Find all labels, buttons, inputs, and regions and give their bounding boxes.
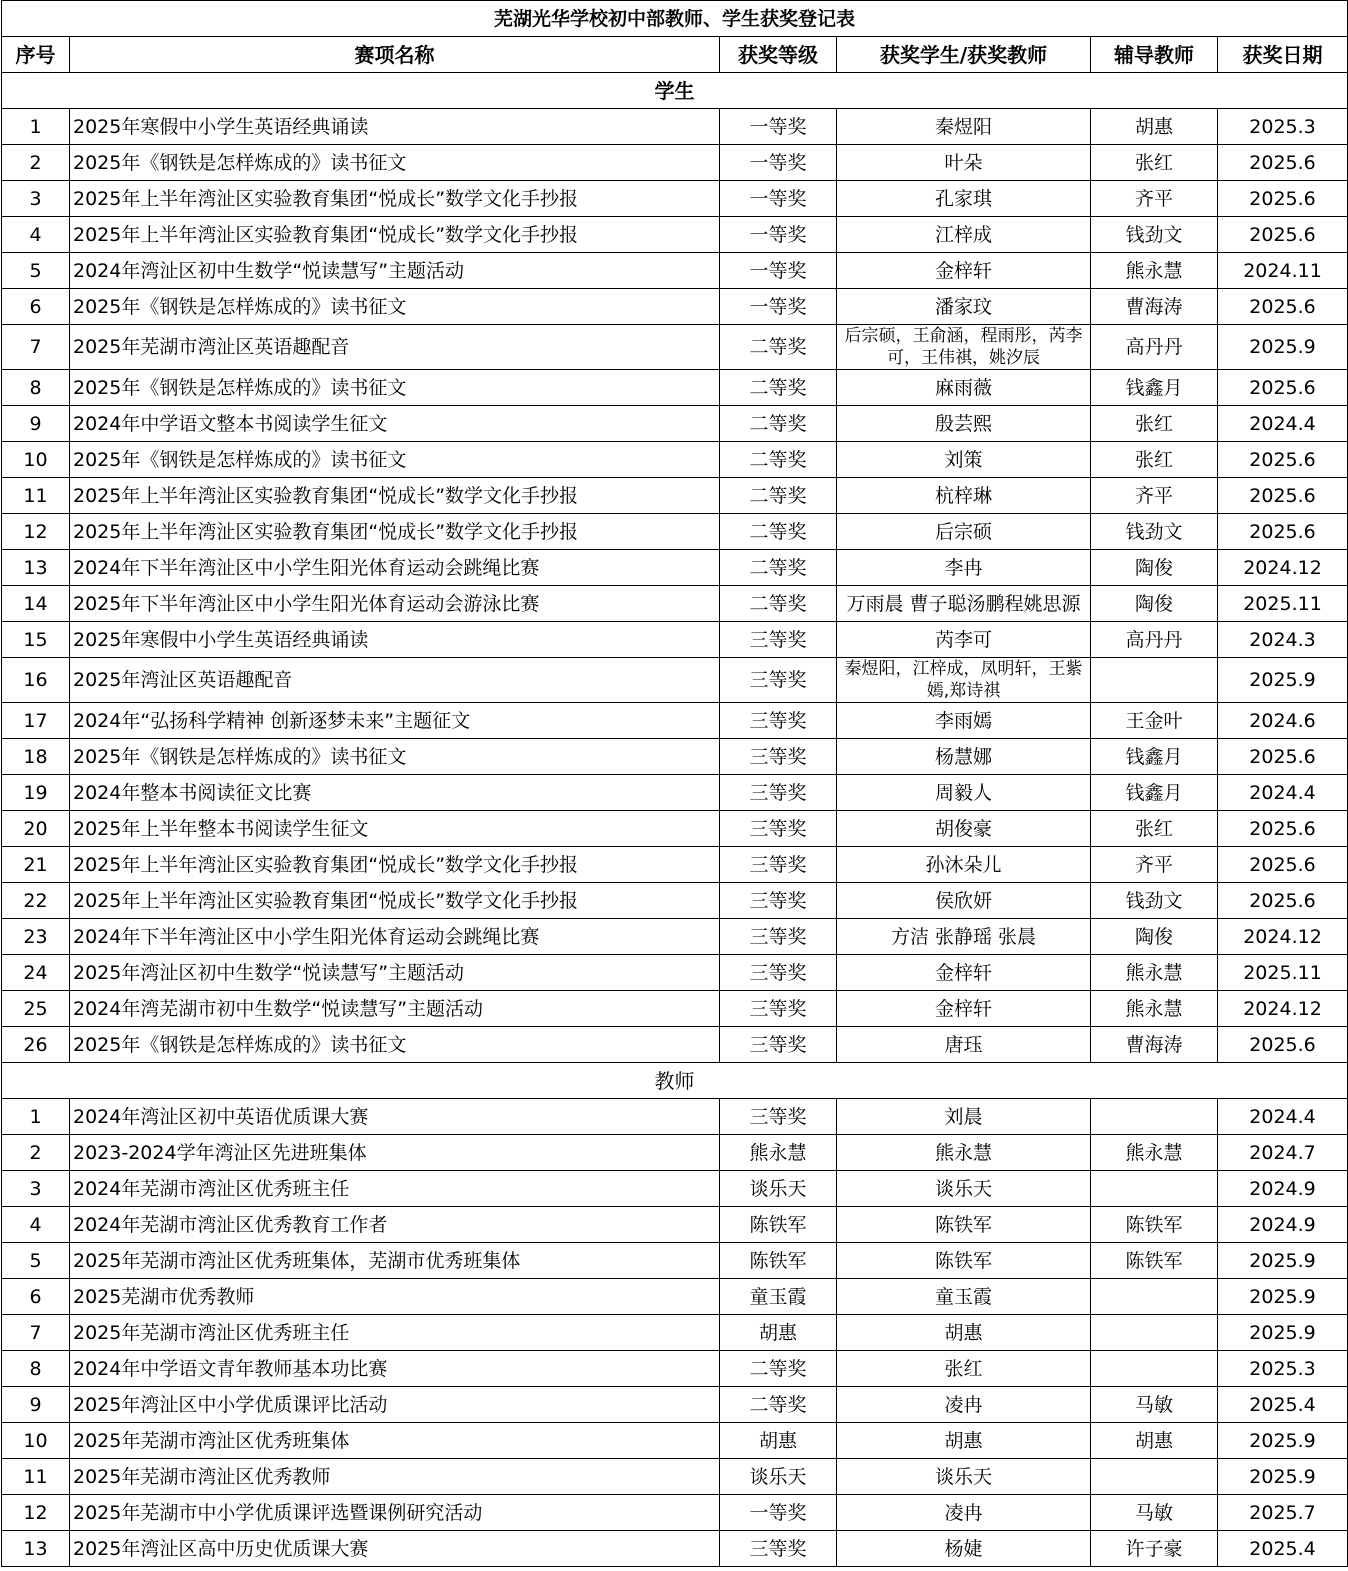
table-row <box>2 181 1348 217</box>
cell-event-name: 2025年上半年湾沚区实验教育集团“悦成长”数学文化手抄报 <box>70 217 720 253</box>
cell-winner: 秦煜阳 <box>837 109 1091 145</box>
cell-award-date: 2024.9 <box>1218 1171 1348 1207</box>
cell-winner: 胡惠 <box>837 1423 1091 1459</box>
cell-tutor: 钱劲文 <box>1091 883 1218 919</box>
cell-tutor: 熊永慧 <box>1091 955 1218 991</box>
cell-award-level: 二等奖 <box>720 514 837 550</box>
cell-event-name: 2025年芜湖市中小学优质课评选暨课例研究活动 <box>70 1495 720 1531</box>
cell-winner: 秦煜阳，江梓成，凤明轩，王紫嫣,郑诗祺 <box>837 658 1091 703</box>
cell-index: 6 <box>2 1279 70 1315</box>
cell-index: 3 <box>2 1171 70 1207</box>
cell-event-name: 2023-2024学年湾沚区先进班集体 <box>70 1135 720 1171</box>
table-row <box>2 586 1348 622</box>
table-row <box>2 1495 1348 1531</box>
cell-award-level: 二等奖 <box>720 370 837 406</box>
cell-award-level: 陈铁军 <box>720 1207 837 1243</box>
cell-tutor: 张红 <box>1091 145 1218 181</box>
cell-award-level: 三等奖 <box>720 658 837 703</box>
table-row <box>2 1243 1348 1279</box>
cell-tutor: 高丹丹 <box>1091 325 1218 370</box>
cell-index: 10 <box>2 442 70 478</box>
cell-tutor: 陶俊 <box>1091 919 1218 955</box>
cell-event-name: 2025年《钢铁是怎样炼成的》读书征文 <box>70 1027 720 1063</box>
cell-tutor <box>1091 658 1218 703</box>
table-row <box>2 253 1348 289</box>
cell-tutor: 曹海涛 <box>1091 289 1218 325</box>
table-title: 芜湖光华学校初中部教师、学生获奖登记表 <box>2 1 1348 37</box>
cell-award-level: 胡惠 <box>720 1315 837 1351</box>
cell-tutor: 钱鑫月 <box>1091 739 1218 775</box>
table-row <box>2 1027 1348 1063</box>
cell-index: 8 <box>2 1351 70 1387</box>
cell-winner: 方洁 张静瑶 张晨 <box>837 919 1091 955</box>
cell-index: 8 <box>2 370 70 406</box>
cell-event-name: 2025年下半年湾沚区中小学生阳光体育运动会游泳比赛 <box>70 586 720 622</box>
cell-index: 1 <box>2 1099 70 1135</box>
table-title-row <box>2 1 1348 37</box>
table-row <box>2 1099 1348 1135</box>
cell-tutor <box>1091 1315 1218 1351</box>
cell-event-name: 2024年湾沚区初中生数学“悦读慧写”主题活动 <box>70 253 720 289</box>
cell-index: 4 <box>2 217 70 253</box>
cell-winner: 侯欣妍 <box>837 883 1091 919</box>
cell-award-date: 2024.12 <box>1218 550 1348 586</box>
cell-index: 23 <box>2 919 70 955</box>
cell-tutor <box>1091 1099 1218 1135</box>
cell-winner: 凌冉 <box>837 1387 1091 1423</box>
cell-award-level: 谈乐天 <box>720 1171 837 1207</box>
table-row <box>2 1423 1348 1459</box>
cell-award-level: 二等奖 <box>720 550 837 586</box>
cell-index: 11 <box>2 1459 70 1495</box>
cell-tutor: 熊永慧 <box>1091 991 1218 1027</box>
cell-index: 13 <box>2 1531 70 1567</box>
table-row <box>2 478 1348 514</box>
cell-tutor: 熊永慧 <box>1091 1135 1218 1171</box>
cell-award-level: 一等奖 <box>720 217 837 253</box>
cell-event-name: 2025年芜湖市湾沚区优秀班集体 <box>70 1423 720 1459</box>
table-row <box>2 1351 1348 1387</box>
cell-award-date: 2025.3 <box>1218 109 1348 145</box>
table-row <box>2 1387 1348 1423</box>
cell-index: 5 <box>2 1243 70 1279</box>
cell-award-level: 一等奖 <box>720 253 837 289</box>
cell-tutor: 钱劲文 <box>1091 514 1218 550</box>
table-row <box>2 406 1348 442</box>
cell-award-date: 2024.4 <box>1218 1099 1348 1135</box>
cell-winner: 刘晨 <box>837 1099 1091 1135</box>
cell-event-name: 2025年《钢铁是怎样炼成的》读书征文 <box>70 739 720 775</box>
cell-winner: 孔家琪 <box>837 181 1091 217</box>
cell-event-name: 2024年中学语文青年教师基本功比赛 <box>70 1351 720 1387</box>
cell-award-level: 一等奖 <box>720 1495 837 1531</box>
cell-tutor: 张红 <box>1091 811 1218 847</box>
cell-winner: 后宗硕 <box>837 514 1091 550</box>
cell-event-name: 2025年上半年湾沚区实验教育集团“悦成长”数学文化手抄报 <box>70 478 720 514</box>
cell-winner: 金梓轩 <box>837 955 1091 991</box>
cell-index: 22 <box>2 883 70 919</box>
cell-event-name: 2024年下半年湾沚区中小学生阳光体育运动会跳绳比赛 <box>70 550 720 586</box>
cell-award-date: 2025.9 <box>1218 1459 1348 1495</box>
cell-event-name: 2025年湾沚区初中生数学“悦读慧写”主题活动 <box>70 955 720 991</box>
cell-award-date: 2025.6 <box>1218 739 1348 775</box>
cell-award-level: 二等奖 <box>720 1387 837 1423</box>
cell-award-level: 三等奖 <box>720 955 837 991</box>
cell-award-date: 2025.9 <box>1218 1315 1348 1351</box>
cell-event-name: 2025年上半年整本书阅读学生征文 <box>70 811 720 847</box>
cell-award-date: 2025.6 <box>1218 514 1348 550</box>
cell-winner: 后宗硕，王俞涵，程雨彤，芮李可，王伟祺，姚汐辰 <box>837 325 1091 370</box>
cell-index: 3 <box>2 181 70 217</box>
cell-tutor <box>1091 1459 1218 1495</box>
cell-event-name: 2024年“弘扬科学精神 创新逐梦未来”主题征文 <box>70 703 720 739</box>
cell-winner: 潘家玟 <box>837 289 1091 325</box>
cell-award-level: 三等奖 <box>720 991 837 1027</box>
cell-index: 9 <box>2 406 70 442</box>
cell-event-name: 2025年上半年湾沚区实验教育集团“悦成长”数学文化手抄报 <box>70 883 720 919</box>
table-row <box>2 1135 1348 1171</box>
cell-winner: 陈铁军 <box>837 1207 1091 1243</box>
table-row <box>2 775 1348 811</box>
cell-tutor: 马敏 <box>1091 1387 1218 1423</box>
cell-award-level: 三等奖 <box>720 622 837 658</box>
section-row <box>2 1063 1348 1099</box>
cell-award-date: 2025.9 <box>1218 658 1348 703</box>
cell-winner: 谈乐天 <box>837 1171 1091 1207</box>
table-row <box>2 1315 1348 1351</box>
cell-award-date: 2024.12 <box>1218 991 1348 1027</box>
cell-tutor: 曹海涛 <box>1091 1027 1218 1063</box>
header-tutor: 辅导教师 <box>1091 37 1218 73</box>
cell-winner: 熊永慧 <box>837 1135 1091 1171</box>
cell-winner: 刘策 <box>837 442 1091 478</box>
table-row <box>2 919 1348 955</box>
cell-award-level: 三等奖 <box>720 703 837 739</box>
cell-event-name: 2025年湾沚区中小学优质课评比活动 <box>70 1387 720 1423</box>
cell-tutor: 钱鑫月 <box>1091 370 1218 406</box>
cell-index: 7 <box>2 325 70 370</box>
cell-award-date: 2025.9 <box>1218 1279 1348 1315</box>
cell-index: 25 <box>2 991 70 1027</box>
cell-event-name: 2024年下半年湾沚区中小学生阳光体育运动会跳绳比赛 <box>70 919 720 955</box>
cell-event-name: 2025年芜湖市湾沚区优秀教师 <box>70 1459 720 1495</box>
cell-event-name: 2024年湾沚区初中英语优质课大赛 <box>70 1099 720 1135</box>
cell-event-name: 2025年寒假中小学生英语经典诵读 <box>70 109 720 145</box>
section-label: 学生 <box>2 73 1348 109</box>
cell-event-name: 2024年芜湖市湾沚区优秀班主任 <box>70 1171 720 1207</box>
cell-tutor: 熊永慧 <box>1091 253 1218 289</box>
cell-tutor: 胡惠 <box>1091 1423 1218 1459</box>
header-row <box>2 37 1348 73</box>
cell-award-date: 2025.6 <box>1218 217 1348 253</box>
cell-winner: 麻雨薇 <box>837 370 1091 406</box>
cell-tutor: 许子豪 <box>1091 1531 1218 1567</box>
cell-event-name: 2025年《钢铁是怎样炼成的》读书征文 <box>70 370 720 406</box>
cell-event-name: 2025年上半年湾沚区实验教育集团“悦成长”数学文化手抄报 <box>70 847 720 883</box>
cell-award-level: 谈乐天 <box>720 1459 837 1495</box>
section-row <box>2 73 1348 109</box>
cell-winner: 孙沐朵儿 <box>837 847 1091 883</box>
cell-award-date: 2025.4 <box>1218 1387 1348 1423</box>
cell-award-date: 2024.11 <box>1218 253 1348 289</box>
cell-award-date: 2025.6 <box>1218 181 1348 217</box>
cell-winner: 杨慧娜 <box>837 739 1091 775</box>
cell-index: 12 <box>2 514 70 550</box>
cell-tutor: 齐平 <box>1091 478 1218 514</box>
cell-award-date: 2025.4 <box>1218 1531 1348 1567</box>
cell-award-date: 2024.9 <box>1218 1207 1348 1243</box>
cell-award-level: 一等奖 <box>720 109 837 145</box>
cell-award-date: 2025.6 <box>1218 145 1348 181</box>
table-row <box>2 739 1348 775</box>
cell-index: 19 <box>2 775 70 811</box>
cell-tutor: 马敏 <box>1091 1495 1218 1531</box>
cell-award-level: 三等奖 <box>720 1027 837 1063</box>
cell-winner: 李冉 <box>837 550 1091 586</box>
table-row <box>2 442 1348 478</box>
cell-index: 21 <box>2 847 70 883</box>
cell-event-name: 2025年上半年湾沚区实验教育集团“悦成长”数学文化手抄报 <box>70 181 720 217</box>
cell-award-date: 2025.6 <box>1218 478 1348 514</box>
cell-tutor: 钱鑫月 <box>1091 775 1218 811</box>
table-row <box>2 514 1348 550</box>
cell-award-level: 三等奖 <box>720 811 837 847</box>
cell-award-date: 2025.6 <box>1218 442 1348 478</box>
cell-award-date: 2025.6 <box>1218 289 1348 325</box>
table-row <box>2 1531 1348 1567</box>
cell-award-level: 熊永慧 <box>720 1135 837 1171</box>
cell-index: 10 <box>2 1423 70 1459</box>
cell-winner: 陈铁军 <box>837 1243 1091 1279</box>
cell-index: 2 <box>2 1135 70 1171</box>
header-winner: 获奖学生/获奖教师 <box>837 37 1091 73</box>
cell-award-date: 2024.7 <box>1218 1135 1348 1171</box>
cell-winner: 芮李可 <box>837 622 1091 658</box>
cell-index: 11 <box>2 478 70 514</box>
cell-winner: 胡俊豪 <box>837 811 1091 847</box>
table-row <box>2 550 1348 586</box>
cell-index: 15 <box>2 622 70 658</box>
cell-tutor: 陶俊 <box>1091 550 1218 586</box>
cell-index: 12 <box>2 1495 70 1531</box>
cell-winner: 杭梓琳 <box>837 478 1091 514</box>
table-row <box>2 883 1348 919</box>
cell-winner: 江梓成 <box>837 217 1091 253</box>
cell-award-date: 2024.4 <box>1218 406 1348 442</box>
cell-event-name: 2025年湾沚区英语趣配音 <box>70 658 720 703</box>
cell-winner: 杨婕 <box>837 1531 1091 1567</box>
cell-winner: 金梓轩 <box>837 991 1091 1027</box>
cell-tutor: 张红 <box>1091 406 1218 442</box>
cell-award-level: 一等奖 <box>720 145 837 181</box>
header-award-date: 获奖日期 <box>1218 37 1348 73</box>
cell-award-level: 三等奖 <box>720 883 837 919</box>
cell-event-name: 2025年芜湖市湾沚区优秀班主任 <box>70 1315 720 1351</box>
cell-award-level: 一等奖 <box>720 181 837 217</box>
cell-award-level: 陈铁军 <box>720 1243 837 1279</box>
cell-award-level: 二等奖 <box>720 406 837 442</box>
table-row <box>2 1459 1348 1495</box>
section-label: 教师 <box>2 1063 1348 1099</box>
cell-award-level: 童玉霞 <box>720 1279 837 1315</box>
cell-winner: 凌冉 <box>837 1495 1091 1531</box>
table-row <box>2 1279 1348 1315</box>
cell-award-date: 2025.6 <box>1218 847 1348 883</box>
cell-award-date: 2025.6 <box>1218 370 1348 406</box>
cell-index: 18 <box>2 739 70 775</box>
cell-winner: 叶朵 <box>837 145 1091 181</box>
cell-index: 7 <box>2 1315 70 1351</box>
cell-event-name: 2025年芜湖市湾沚区优秀班集体，芜湖市优秀班集体 <box>70 1243 720 1279</box>
cell-award-date: 2025.11 <box>1218 955 1348 991</box>
cell-index: 26 <box>2 1027 70 1063</box>
cell-winner: 李雨嫣 <box>837 703 1091 739</box>
table-row <box>2 703 1348 739</box>
cell-event-name: 2025年湾沚区高中历史优质课大赛 <box>70 1531 720 1567</box>
cell-index: 5 <box>2 253 70 289</box>
cell-winner: 周毅人 <box>837 775 1091 811</box>
cell-award-level: 一等奖 <box>720 289 837 325</box>
header-award-level: 获奖等级 <box>720 37 837 73</box>
cell-award-level: 二等奖 <box>720 325 837 370</box>
cell-index: 17 <box>2 703 70 739</box>
cell-award-level: 三等奖 <box>720 1099 837 1135</box>
cell-award-date: 2025.7 <box>1218 1495 1348 1531</box>
cell-winner: 胡惠 <box>837 1315 1091 1351</box>
table-row <box>2 109 1348 145</box>
cell-tutor: 王金叶 <box>1091 703 1218 739</box>
cell-award-date: 2025.6 <box>1218 1027 1348 1063</box>
cell-index: 13 <box>2 550 70 586</box>
cell-event-name: 2024年芜湖市湾沚区优秀教育工作者 <box>70 1207 720 1243</box>
cell-tutor <box>1091 1351 1218 1387</box>
cell-event-name: 2025年寒假中小学生英语经典诵读 <box>70 622 720 658</box>
cell-index: 9 <box>2 1387 70 1423</box>
cell-award-level: 三等奖 <box>720 775 837 811</box>
cell-award-level: 三等奖 <box>720 739 837 775</box>
cell-winner: 童玉霞 <box>837 1279 1091 1315</box>
cell-tutor <box>1091 1279 1218 1315</box>
table-row <box>2 145 1348 181</box>
table-row <box>2 658 1348 703</box>
cell-tutor: 高丹丹 <box>1091 622 1218 658</box>
cell-award-level: 二等奖 <box>720 478 837 514</box>
table-row <box>2 847 1348 883</box>
table-row <box>2 955 1348 991</box>
header-event-name: 赛项名称 <box>70 37 720 73</box>
award-table <box>1 0 1348 1567</box>
cell-tutor: 张红 <box>1091 442 1218 478</box>
cell-tutor: 齐平 <box>1091 847 1218 883</box>
cell-tutor: 陶俊 <box>1091 586 1218 622</box>
cell-index: 24 <box>2 955 70 991</box>
cell-event-name: 2024年中学语文整本书阅读学生征文 <box>70 406 720 442</box>
cell-award-date: 2025.11 <box>1218 586 1348 622</box>
cell-index: 16 <box>2 658 70 703</box>
cell-winner: 张红 <box>837 1351 1091 1387</box>
cell-award-date: 2024.3 <box>1218 622 1348 658</box>
cell-award-date: 2025.9 <box>1218 1243 1348 1279</box>
cell-event-name: 2025年芜湖市湾沚区英语趣配音 <box>70 325 720 370</box>
cell-award-level: 三等奖 <box>720 1531 837 1567</box>
table-row <box>2 991 1348 1027</box>
cell-index: 20 <box>2 811 70 847</box>
cell-event-name: 2025年《钢铁是怎样炼成的》读书征文 <box>70 145 720 181</box>
cell-award-date: 2024.12 <box>1218 919 1348 955</box>
cell-award-date: 2025.9 <box>1218 1423 1348 1459</box>
cell-tutor <box>1091 1171 1218 1207</box>
cell-award-date: 2025.6 <box>1218 811 1348 847</box>
cell-tutor: 陈铁军 <box>1091 1243 1218 1279</box>
cell-award-level: 胡惠 <box>720 1423 837 1459</box>
cell-tutor: 陈铁军 <box>1091 1207 1218 1243</box>
cell-award-level: 二等奖 <box>720 586 837 622</box>
cell-award-level: 二等奖 <box>720 442 837 478</box>
cell-award-date: 2024.6 <box>1218 703 1348 739</box>
cell-index: 6 <box>2 289 70 325</box>
table-row <box>2 370 1348 406</box>
cell-winner: 殷芸熙 <box>837 406 1091 442</box>
cell-index: 2 <box>2 145 70 181</box>
cell-award-date: 2025.6 <box>1218 883 1348 919</box>
table-row <box>2 217 1348 253</box>
cell-award-date: 2025.9 <box>1218 325 1348 370</box>
table-row <box>2 1207 1348 1243</box>
cell-event-name: 2024年整本书阅读征文比赛 <box>70 775 720 811</box>
cell-winner: 唐珏 <box>837 1027 1091 1063</box>
cell-event-name: 2025年《钢铁是怎样炼成的》读书征文 <box>70 289 720 325</box>
cell-tutor: 齐平 <box>1091 181 1218 217</box>
cell-index: 1 <box>2 109 70 145</box>
cell-event-name: 2025年《钢铁是怎样炼成的》读书征文 <box>70 442 720 478</box>
table-row <box>2 622 1348 658</box>
cell-event-name: 2025芜湖市优秀教师 <box>70 1279 720 1315</box>
header-index: 序号 <box>2 37 70 73</box>
cell-award-level: 三等奖 <box>720 919 837 955</box>
cell-event-name: 2024年湾芜湖市初中生数学“悦读慧写”主题活动 <box>70 991 720 1027</box>
cell-tutor: 钱劲文 <box>1091 217 1218 253</box>
cell-event-name: 2025年上半年湾沚区实验教育集团“悦成长”数学文化手抄报 <box>70 514 720 550</box>
cell-index: 4 <box>2 1207 70 1243</box>
cell-winner: 万雨晨 曹子聪汤鹏程姚思源 <box>837 586 1091 622</box>
cell-award-date: 2024.4 <box>1218 775 1348 811</box>
table-row <box>2 289 1348 325</box>
table-row <box>2 325 1348 370</box>
cell-award-level: 三等奖 <box>720 847 837 883</box>
cell-index: 14 <box>2 586 70 622</box>
cell-tutor: 胡惠 <box>1091 109 1218 145</box>
cell-winner: 谈乐天 <box>837 1459 1091 1495</box>
table-row <box>2 811 1348 847</box>
cell-award-date: 2025.3 <box>1218 1351 1348 1387</box>
cell-award-level: 二等奖 <box>720 1351 837 1387</box>
table-row <box>2 1171 1348 1207</box>
cell-winner: 金梓轩 <box>837 253 1091 289</box>
